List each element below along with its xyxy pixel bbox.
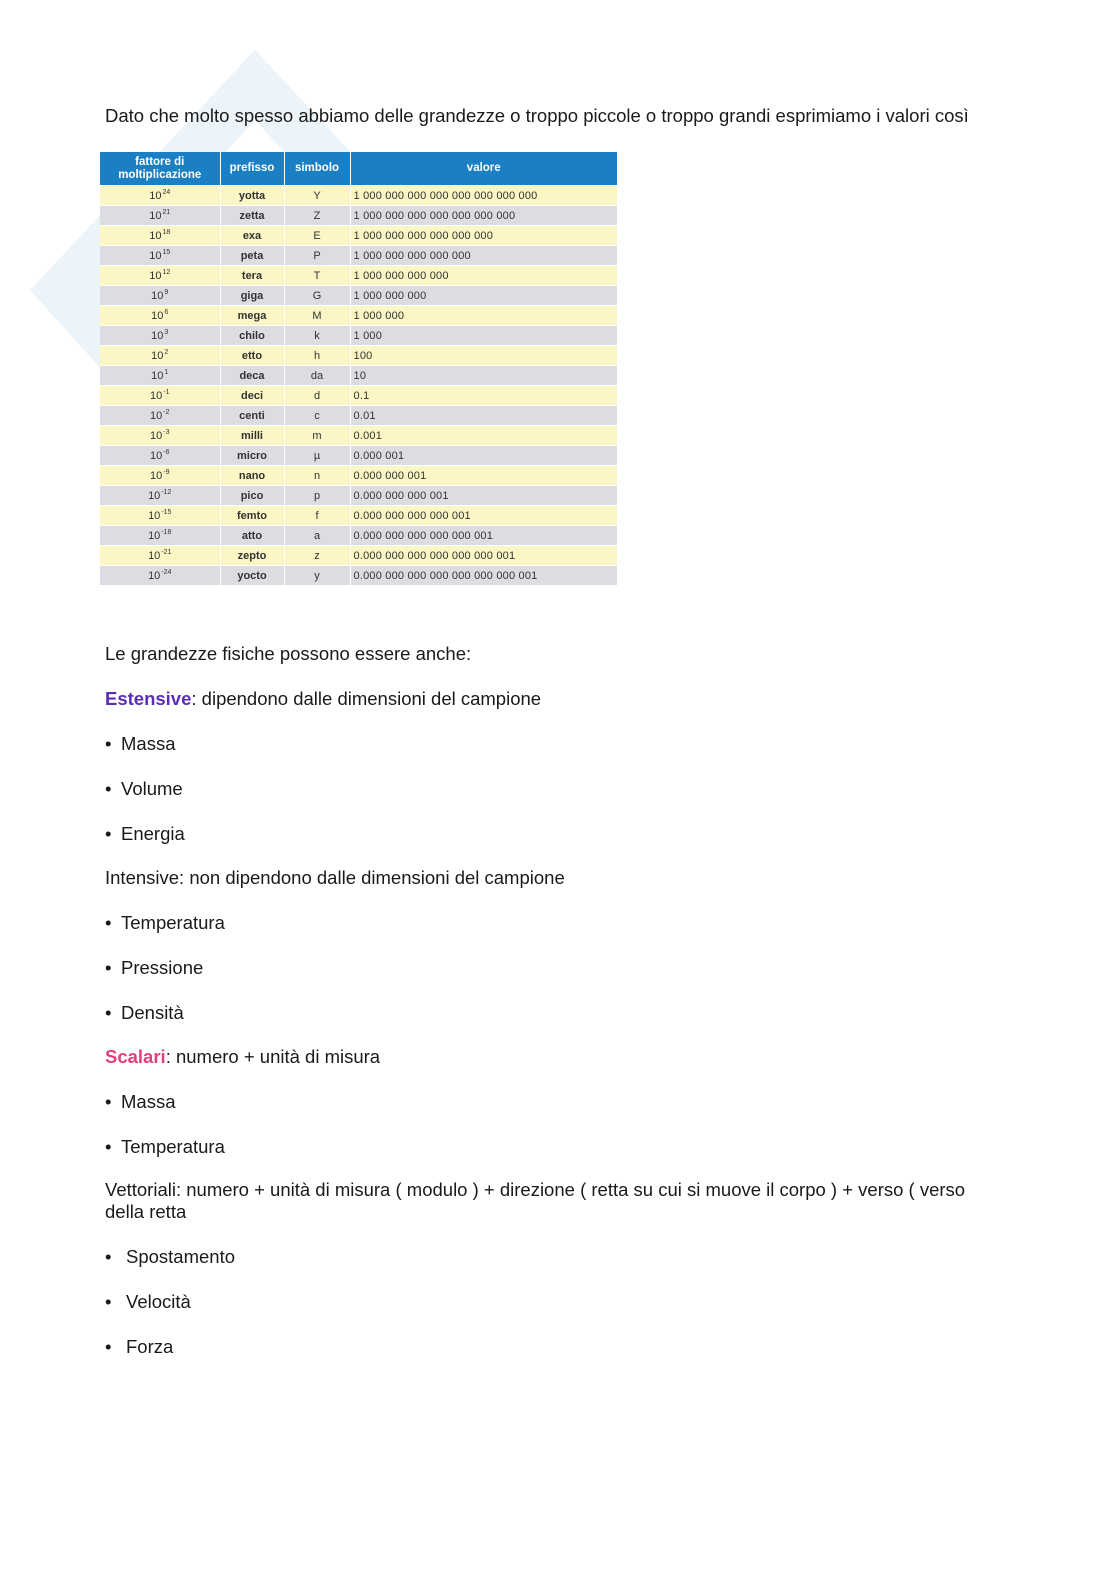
prefix-cell: atto bbox=[220, 526, 284, 546]
header-value: valore bbox=[350, 152, 617, 186]
table-row bbox=[100, 366, 617, 386]
list-item: • Densità bbox=[105, 1002, 184, 1024]
table-row bbox=[100, 546, 617, 566]
list-item: • Massa bbox=[105, 1091, 176, 1113]
factor-exponent: 1 bbox=[164, 369, 169, 376]
symbol-cell: m bbox=[284, 426, 350, 446]
table-row bbox=[100, 526, 617, 546]
symbol-cell: c bbox=[284, 406, 350, 426]
factor-exponent: -18 bbox=[161, 529, 172, 536]
factor-exponent: 6 bbox=[164, 309, 169, 316]
factor-base: 10 bbox=[151, 370, 164, 382]
prefix-cell: centi bbox=[220, 406, 284, 426]
prefix-cell: micro bbox=[220, 446, 284, 466]
physical-quantities-intro: Le grandezze fisiche possono essere anche: bbox=[105, 643, 472, 664]
prefix-cell: nano bbox=[220, 466, 284, 486]
value-cell: 0.001 bbox=[350, 426, 617, 446]
value-cell: 10 bbox=[350, 366, 617, 386]
factor-exponent: -12 bbox=[161, 489, 172, 496]
factor-base: 10 bbox=[149, 270, 162, 282]
list-item: • Velocità bbox=[105, 1291, 191, 1313]
symbol-cell: P bbox=[284, 246, 350, 266]
factor-base: 10 bbox=[150, 430, 163, 442]
factor-cell bbox=[100, 386, 220, 406]
factor-cell bbox=[100, 186, 220, 206]
factor-base: 10 bbox=[149, 190, 162, 202]
prefix-table bbox=[100, 152, 617, 585]
factor-cell bbox=[100, 286, 220, 306]
prefix-cell: peta bbox=[220, 246, 284, 266]
symbol-cell: f bbox=[284, 506, 350, 526]
symbol-cell: y bbox=[284, 566, 350, 586]
list-item: • Temperatura bbox=[105, 912, 225, 934]
scalars-description: : numero + unità di misura bbox=[165, 1046, 381, 1067]
header-factor: fattore di moltiplicazione bbox=[100, 152, 220, 186]
table-row bbox=[100, 326, 617, 346]
table-row bbox=[100, 286, 617, 306]
table-row bbox=[100, 246, 617, 266]
factor-exponent: 15 bbox=[162, 249, 171, 256]
factor-exponent: -1 bbox=[163, 389, 170, 396]
symbol-cell: p bbox=[284, 486, 350, 506]
factor-base: 10 bbox=[148, 550, 161, 562]
table-row bbox=[100, 306, 617, 326]
prefix-cell: zetta bbox=[220, 206, 284, 226]
value-cell: 0.000 000 000 001 bbox=[350, 486, 617, 506]
factor-exponent: -24 bbox=[161, 569, 172, 576]
factor-cell bbox=[100, 526, 220, 546]
factor-cell bbox=[100, 406, 220, 426]
factor-base: 10 bbox=[148, 530, 161, 542]
factor-base: 10 bbox=[149, 230, 162, 242]
factor-exponent: 18 bbox=[162, 229, 171, 236]
table-row bbox=[100, 206, 617, 226]
table-row bbox=[100, 386, 617, 406]
table-row bbox=[100, 466, 617, 486]
list-item: • Forza bbox=[105, 1336, 173, 1358]
factor-base: 10 bbox=[150, 470, 163, 482]
factor-exponent: 24 bbox=[162, 189, 171, 196]
factor-base: 10 bbox=[151, 310, 164, 322]
list-item: • Massa bbox=[105, 733, 176, 755]
vectors-heading: Vettoriali: numero + unità di misura ( modulo ) + direzione ( retta su cui si muove il corpo ) + verso ( verso della retta bbox=[105, 1179, 966, 1222]
symbol-cell: h bbox=[284, 346, 350, 366]
value-cell: 1 000 000 000 000 000 000 bbox=[350, 226, 617, 246]
factor-exponent: 9 bbox=[164, 289, 169, 296]
factor-cell bbox=[100, 486, 220, 506]
table-row bbox=[100, 486, 617, 506]
symbol-cell: da bbox=[284, 366, 350, 386]
factor-base: 10 bbox=[151, 290, 164, 302]
prefix-cell: giga bbox=[220, 286, 284, 306]
table-row bbox=[100, 506, 617, 526]
factor-exponent: -9 bbox=[163, 469, 170, 476]
factor-exponent: -15 bbox=[161, 509, 172, 516]
prefix-cell: tera bbox=[220, 266, 284, 286]
factor-cell bbox=[100, 326, 220, 346]
list-item: • Temperatura bbox=[105, 1136, 225, 1158]
prefix-cell: milli bbox=[220, 426, 284, 446]
prefix-cell: pico bbox=[220, 486, 284, 506]
factor-exponent: 12 bbox=[162, 269, 171, 276]
table-body bbox=[100, 186, 617, 586]
factor-exponent: -2 bbox=[163, 409, 170, 416]
table-row bbox=[100, 406, 617, 426]
scalars-heading bbox=[105, 1046, 380, 1068]
value-cell: 1 000 000 bbox=[350, 306, 617, 326]
symbol-cell: a bbox=[284, 526, 350, 546]
value-cell: 0.000 000 000 000 001 bbox=[350, 506, 617, 526]
list-item: • Pressione bbox=[105, 957, 203, 979]
factor-base: 10 bbox=[151, 330, 164, 342]
prefix-cell: deci bbox=[220, 386, 284, 406]
table-row bbox=[100, 346, 617, 366]
value-cell: 0.000 000 000 000 000 001 bbox=[350, 526, 617, 546]
extensive-description: : dipendono dalle dimensioni del campione bbox=[191, 688, 542, 709]
factor-cell bbox=[100, 226, 220, 246]
value-cell: 100 bbox=[350, 346, 617, 366]
list-item: • Energia bbox=[105, 823, 185, 845]
factor-exponent: 21 bbox=[162, 209, 171, 216]
prefix-cell: zepto bbox=[220, 546, 284, 566]
symbol-cell: µ bbox=[284, 446, 350, 466]
symbol-cell: Z bbox=[284, 206, 350, 226]
factor-cell bbox=[100, 426, 220, 446]
list-item: • Spostamento bbox=[105, 1246, 235, 1268]
factor-base: 10 bbox=[149, 210, 162, 222]
table-row bbox=[100, 426, 617, 446]
symbol-cell: n bbox=[284, 466, 350, 486]
factor-base: 10 bbox=[151, 350, 164, 362]
value-cell: 0.000 000 000 000 000 000 001 bbox=[350, 546, 617, 566]
factor-cell bbox=[100, 506, 220, 526]
intro-text: Dato che molto spesso abbiamo delle grandezze o troppo piccole o troppo grandi esprimiamo i valori così bbox=[105, 105, 969, 126]
header-prefix: prefisso bbox=[220, 152, 284, 186]
factor-exponent: -6 bbox=[163, 449, 170, 456]
symbol-cell: M bbox=[284, 306, 350, 326]
scalars-keyword: Scalari bbox=[105, 1046, 166, 1067]
value-cell: 0.000 000 001 bbox=[350, 466, 617, 486]
factor-cell bbox=[100, 206, 220, 226]
factor-exponent: 2 bbox=[164, 349, 169, 356]
table-row bbox=[100, 226, 617, 246]
factor-cell bbox=[100, 466, 220, 486]
value-cell: 1 000 000 000 000 000 000 000 000 bbox=[350, 186, 617, 206]
factor-cell bbox=[100, 446, 220, 466]
factor-cell bbox=[100, 566, 220, 586]
factor-base: 10 bbox=[149, 250, 162, 262]
prefix-cell: yocto bbox=[220, 566, 284, 586]
factor-cell bbox=[100, 346, 220, 366]
value-cell: 1 000 bbox=[350, 326, 617, 346]
factor-base: 10 bbox=[148, 570, 161, 582]
value-cell: 0.01 bbox=[350, 406, 617, 426]
prefix-cell: deca bbox=[220, 366, 284, 386]
symbol-cell: Y bbox=[284, 186, 350, 206]
symbol-cell: d bbox=[284, 386, 350, 406]
factor-exponent: -3 bbox=[163, 429, 170, 436]
prefix-cell: femto bbox=[220, 506, 284, 526]
factor-base: 10 bbox=[148, 510, 161, 522]
table-row bbox=[100, 186, 617, 206]
prefix-cell: exa bbox=[220, 226, 284, 246]
prefix-cell: mega bbox=[220, 306, 284, 326]
factor-cell bbox=[100, 306, 220, 326]
prefix-cell: yotta bbox=[220, 186, 284, 206]
symbol-cell: k bbox=[284, 326, 350, 346]
table-row bbox=[100, 446, 617, 466]
factor-base: 10 bbox=[148, 490, 161, 502]
symbol-cell: T bbox=[284, 266, 350, 286]
factor-cell bbox=[100, 266, 220, 286]
table-row bbox=[100, 566, 617, 586]
factor-base: 10 bbox=[150, 410, 163, 422]
value-cell: 1 000 000 000 bbox=[350, 286, 617, 306]
factor-cell bbox=[100, 366, 220, 386]
symbol-cell: G bbox=[284, 286, 350, 306]
factor-base: 10 bbox=[150, 450, 163, 462]
extensive-heading bbox=[105, 688, 541, 710]
header-symbol: simbolo bbox=[284, 152, 350, 186]
factor-base: 10 bbox=[150, 390, 163, 402]
extensive-keyword: Estensive bbox=[105, 688, 192, 709]
value-cell: 0.000 001 bbox=[350, 446, 617, 466]
value-cell: 0.000 000 000 000 000 000 000 001 bbox=[350, 566, 617, 586]
table-header-row bbox=[100, 152, 617, 186]
factor-cell bbox=[100, 246, 220, 266]
value-cell: 1 000 000 000 000 000 000 000 bbox=[350, 206, 617, 226]
value-cell: 1 000 000 000 000 bbox=[350, 266, 617, 286]
symbol-cell: z bbox=[284, 546, 350, 566]
list-item: • Volume bbox=[105, 778, 183, 800]
value-cell: 0.1 bbox=[350, 386, 617, 406]
symbol-cell: E bbox=[284, 226, 350, 246]
value-cell: 1 000 000 000 000 000 bbox=[350, 246, 617, 266]
factor-exponent: 3 bbox=[164, 329, 169, 336]
factor-exponent: -21 bbox=[161, 549, 172, 556]
prefix-cell: chilo bbox=[220, 326, 284, 346]
prefix-cell: etto bbox=[220, 346, 284, 366]
factor-cell bbox=[100, 546, 220, 566]
table-row bbox=[100, 266, 617, 286]
intensive-heading: Intensive: non dipendono dalle dimensioni del campione bbox=[105, 867, 565, 888]
